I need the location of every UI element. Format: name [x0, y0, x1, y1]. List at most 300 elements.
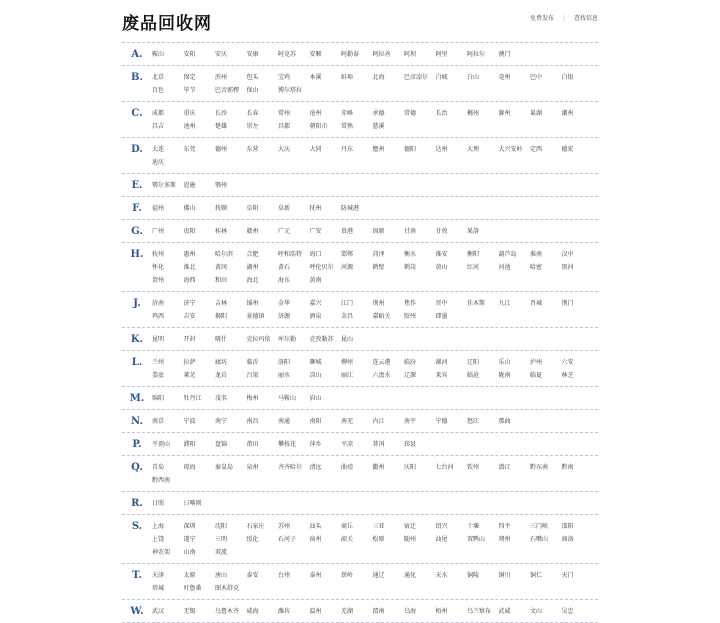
- city-link[interactable]: 牡丹江: [183, 395, 202, 402]
- city-link[interactable]: 昌都: [278, 123, 291, 130]
- city-link[interactable]: 巴音郭楞: [215, 87, 240, 94]
- city-link[interactable]: 平凉: [341, 441, 354, 448]
- city-link[interactable]: 佳木斯: [467, 300, 486, 307]
- city-link[interactable]: 防城港: [341, 205, 360, 212]
- city-link[interactable]: 重庆: [183, 110, 196, 117]
- city-link[interactable]: 青岛: [152, 464, 165, 471]
- city-link[interactable]: 甘南: [404, 228, 417, 235]
- city-link[interactable]: 晋中: [435, 300, 448, 307]
- city-link[interactable]: 广元: [278, 228, 291, 235]
- city-link[interactable]: 滨州: [215, 74, 228, 81]
- city-link[interactable]: 白山: [467, 74, 480, 81]
- city-link[interactable]: 哈密: [530, 264, 543, 271]
- city-link[interactable]: 怒江: [467, 418, 480, 425]
- city-link[interactable]: 双流: [215, 549, 228, 556]
- city-link[interactable]: 巢湖: [530, 110, 543, 117]
- city-link[interactable]: 绍兴: [435, 523, 448, 530]
- city-link[interactable]: 宁波: [183, 418, 196, 425]
- city-link[interactable]: 慈溪: [372, 123, 385, 130]
- city-link[interactable]: 大理: [467, 146, 480, 153]
- city-link[interactable]: 鞍山: [152, 51, 165, 58]
- city-link[interactable]: 潍坊: [278, 608, 291, 615]
- city-link[interactable]: 汕头: [309, 523, 322, 530]
- city-link[interactable]: 通化: [404, 572, 417, 579]
- city-link[interactable]: 南充: [341, 418, 354, 425]
- city-link[interactable]: 天水: [435, 572, 448, 579]
- city-link[interactable]: 宝鸡: [278, 74, 291, 81]
- city-link[interactable]: 连云港: [372, 359, 391, 366]
- city-link[interactable]: 辽阳: [467, 359, 480, 366]
- city-link[interactable]: 百色: [152, 87, 165, 94]
- city-link[interactable]: 荆门: [561, 300, 574, 307]
- city-link[interactable]: 琼海: [183, 464, 196, 471]
- city-link[interactable]: 廊坊: [215, 359, 228, 366]
- city-link[interactable]: 南平: [404, 418, 417, 425]
- city-link[interactable]: 黄冈: [215, 264, 228, 271]
- city-link[interactable]: 汉中: [561, 251, 574, 258]
- city-link[interactable]: 铜陵: [467, 572, 480, 579]
- city-link[interactable]: 黔南: [561, 464, 574, 471]
- city-link[interactable]: 邳县: [404, 441, 417, 448]
- city-link[interactable]: 平顶山: [152, 441, 171, 448]
- city-link[interactable]: 马鞍山: [278, 395, 297, 402]
- city-link[interactable]: 衡阳: [467, 251, 480, 258]
- city-link[interactable]: 锦州: [246, 300, 259, 307]
- city-link[interactable]: 韶关: [341, 536, 354, 543]
- city-link[interactable]: 双鸭山: [467, 536, 486, 543]
- city-link[interactable]: 铜仁: [530, 572, 543, 579]
- city-link[interactable]: 贵港: [341, 228, 354, 235]
- city-link[interactable]: 阿拉尔: [467, 51, 486, 58]
- city-link[interactable]: 苏州: [278, 523, 291, 530]
- city-link[interactable]: 克拉玛依: [246, 336, 271, 343]
- city-link[interactable]: 济宁: [183, 300, 196, 307]
- city-link[interactable]: 清远: [309, 464, 322, 471]
- city-link[interactable]: 白城: [435, 74, 448, 81]
- city-link[interactable]: 石河子: [278, 536, 297, 543]
- city-link[interactable]: 神农架: [152, 549, 171, 556]
- city-link[interactable]: 绥化: [246, 536, 259, 543]
- city-link[interactable]: 克孜勒苏: [309, 336, 334, 343]
- city-link[interactable]: 大庆: [278, 146, 291, 153]
- city-link[interactable]: 铁岭: [341, 572, 354, 579]
- city-link[interactable]: 聊城: [309, 359, 322, 366]
- city-link[interactable]: 昆山: [341, 336, 354, 343]
- nav-separator: |: [562, 15, 565, 22]
- letter-group-row: [122, 220, 598, 243]
- city-link[interactable]: 即墨: [435, 313, 448, 320]
- city-link[interactable]: 宿州: [309, 536, 322, 543]
- city-link[interactable]: 沧州: [309, 110, 322, 117]
- city-link[interactable]: 陇南: [498, 372, 511, 379]
- search-info-link[interactable]: 查找信息: [573, 15, 598, 22]
- city-link[interactable]: 桂林: [215, 228, 228, 235]
- city-link[interactable]: 池州: [183, 123, 196, 130]
- city-link[interactable]: 山南: [183, 549, 196, 556]
- city-link[interactable]: 无锡: [183, 608, 196, 615]
- city-link[interactable]: 三明: [215, 536, 228, 543]
- city-link[interactable]: 安阳: [183, 51, 196, 58]
- city-link[interactable]: 吉林: [215, 300, 228, 307]
- city-link[interactable]: 商洛: [561, 536, 574, 543]
- city-link[interactable]: 图木舒克: [215, 585, 240, 592]
- city-link[interactable]: 汕尾: [435, 536, 448, 543]
- city-link[interactable]: 十堰: [467, 523, 480, 530]
- city-link[interactable]: 荆州: [372, 300, 385, 307]
- city-link[interactable]: 江门: [341, 300, 354, 307]
- city-link[interactable]: 黄石: [278, 264, 291, 271]
- city-link[interactable]: 恩施: [183, 182, 196, 189]
- city-link[interactable]: 莱芜: [183, 372, 196, 379]
- city-link[interactable]: 泰安: [246, 572, 259, 579]
- city-link[interactable]: 丽江: [341, 372, 354, 379]
- city-link[interactable]: 金华: [278, 300, 291, 307]
- city-link[interactable]: 辽源: [404, 372, 417, 379]
- city-link[interactable]: 阿勒泰: [341, 51, 360, 58]
- city-link[interactable]: 阜阳: [246, 205, 259, 212]
- city-link[interactable]: 丹东: [341, 146, 354, 153]
- city-link[interactable]: 南通: [278, 418, 291, 425]
- city-link[interactable]: 铜川: [498, 572, 511, 579]
- city-link[interactable]: 钦州: [467, 464, 480, 471]
- letter-group-row: [122, 66, 598, 102]
- city-link[interactable]: 常州: [278, 110, 291, 117]
- city-link[interactable]: 武威: [498, 608, 511, 615]
- city-link[interactable]: 杭州: [152, 251, 165, 258]
- city-link[interactable]: 贺州: [152, 277, 165, 284]
- city-link[interactable]: 成都: [152, 110, 165, 117]
- letter-group-row: [122, 600, 598, 623]
- city-link[interactable]: 邵阳: [561, 523, 574, 530]
- city-link[interactable]: 晋城: [530, 300, 543, 307]
- city-link[interactable]: 曲靖: [341, 464, 354, 471]
- city-link[interactable]: 柳州: [341, 359, 354, 366]
- city-link[interactable]: 淮南: [530, 251, 543, 258]
- city-link[interactable]: 甘孜: [435, 228, 448, 235]
- city-link[interactable]: 内江: [372, 418, 385, 425]
- city-link[interactable]: 松原: [372, 536, 385, 543]
- city-link[interactable]: 上饶: [152, 536, 165, 543]
- city-link[interactable]: 盘锦: [215, 441, 228, 448]
- city-link[interactable]: 武汉: [152, 608, 165, 615]
- city-link[interactable]: 漯河: [435, 359, 448, 366]
- city-link[interactable]: 林芝: [561, 372, 574, 379]
- city-link[interactable]: 三门峡: [530, 523, 549, 530]
- city-link[interactable]: 泰州: [309, 572, 322, 579]
- city-link[interactable]: 沈阳: [215, 523, 228, 530]
- city-link[interactable]: 大同: [309, 146, 322, 153]
- city-link[interactable]: 河池: [498, 264, 511, 271]
- city-link[interactable]: 衡水: [404, 251, 417, 258]
- city-link[interactable]: 太原: [183, 572, 196, 579]
- city-link[interactable]: 娄底: [152, 372, 165, 379]
- city-link[interactable]: 遂宁: [183, 536, 196, 543]
- city-link[interactable]: 随州: [404, 536, 417, 543]
- city-link[interactable]: 阜新: [278, 205, 291, 212]
- city-link[interactable]: 商丘: [341, 523, 354, 530]
- city-link[interactable]: 梧州: [435, 608, 448, 615]
- city-link[interactable]: 菏泽: [372, 251, 385, 258]
- city-link[interactable]: 天门: [561, 572, 574, 579]
- city-link[interactable]: 济源: [278, 313, 291, 320]
- city-link[interactable]: 朝阳市: [309, 123, 328, 130]
- city-link[interactable]: 湖州: [246, 264, 259, 271]
- city-link[interactable]: 秦皇岛: [215, 464, 234, 471]
- city-link[interactable]: 亳州: [498, 74, 511, 81]
- city-link[interactable]: 昌吉: [152, 123, 165, 130]
- city-link[interactable]: 宿迁: [404, 523, 417, 530]
- city-link[interactable]: 丽水: [278, 372, 291, 379]
- city-link[interactable]: 抚州: [309, 205, 322, 212]
- city-link[interactable]: 合肥: [246, 251, 259, 258]
- city-link[interactable]: 嘉兴: [309, 300, 322, 307]
- city-link[interactable]: 澳门: [498, 51, 511, 58]
- city-links: [152, 107, 598, 133]
- free-publish-link[interactable]: 免费发布: [529, 15, 554, 22]
- city-link[interactable]: 红河: [467, 264, 480, 271]
- city-link[interactable]: 常熟: [341, 123, 354, 130]
- group-letter: W.: [130, 606, 144, 617]
- city-link[interactable]: 本溪: [309, 74, 322, 81]
- city-link[interactable]: 宁德: [435, 418, 448, 425]
- city-link[interactable]: 六安: [561, 359, 574, 366]
- city-link[interactable]: 赣州: [246, 228, 259, 235]
- city-link[interactable]: 阿拉善: [372, 51, 391, 58]
- city-link[interactable]: 齐齐哈尔: [278, 464, 303, 471]
- city-link[interactable]: 北海: [372, 74, 385, 81]
- city-link[interactable]: 濮阳: [183, 441, 196, 448]
- city-link[interactable]: 德宏: [561, 146, 574, 153]
- city-link[interactable]: 景德镇: [246, 313, 265, 320]
- city-link[interactable]: 南阳: [309, 418, 322, 425]
- city-link[interactable]: 泸州: [530, 359, 543, 366]
- city-link[interactable]: 临夏: [530, 372, 543, 379]
- city-link[interactable]: 儋州: [372, 146, 385, 153]
- city-link[interactable]: 东莞: [183, 146, 196, 153]
- city-link[interactable]: 果洛: [467, 228, 480, 235]
- city-link[interactable]: 唐山: [215, 572, 228, 579]
- city-link[interactable]: 淮北: [183, 264, 196, 271]
- city-link[interactable]: 拉萨: [183, 359, 196, 366]
- city-link[interactable]: 南京: [152, 418, 165, 425]
- city-link[interactable]: 普洱: [372, 441, 385, 448]
- city-link[interactable]: 吴忠: [561, 608, 574, 615]
- city-link[interactable]: 济南: [152, 300, 165, 307]
- city-link[interactable]: 海西: [183, 277, 196, 284]
- city-link[interactable]: 吐鲁番: [183, 585, 202, 592]
- city-link[interactable]: 九江: [498, 300, 511, 307]
- city-link[interactable]: 保山: [246, 87, 259, 94]
- city-link[interactable]: 乌海: [404, 608, 417, 615]
- city-link[interactable]: 固原: [372, 228, 385, 235]
- city-link[interactable]: 哈尔滨: [215, 251, 234, 258]
- city-link[interactable]: 攀枝花: [278, 441, 297, 448]
- city-link[interactable]: 库尔勒: [278, 336, 297, 343]
- city-link[interactable]: 和田: [215, 277, 228, 284]
- city-link[interactable]: 七台河: [435, 464, 454, 471]
- city-link[interactable]: 嘉峪关: [372, 313, 391, 320]
- city-link[interactable]: 达州: [435, 146, 448, 153]
- city-link[interactable]: 胶州: [404, 313, 417, 320]
- city-link[interactable]: 吕梁: [246, 372, 259, 379]
- city-link[interactable]: 日照: [152, 500, 165, 507]
- city-link[interactable]: 大兴安岭: [498, 146, 523, 153]
- city-link[interactable]: 洛阳: [278, 359, 291, 366]
- top-nav: [530, 13, 598, 22]
- city-link[interactable]: 开封: [183, 336, 196, 343]
- city-link[interactable]: 阿坝: [404, 51, 417, 58]
- city-link[interactable]: 鸡西: [152, 313, 165, 320]
- city-link[interactable]: 塔城: [152, 585, 165, 592]
- city-link[interactable]: 惠州: [183, 251, 196, 258]
- city-link[interactable]: 昆明: [152, 336, 165, 343]
- city-link[interactable]: 莆田: [246, 441, 259, 448]
- city-link[interactable]: 龙岩: [215, 372, 228, 379]
- city-link[interactable]: 郴州: [467, 110, 480, 117]
- city-link[interactable]: 临沧: [467, 372, 480, 379]
- city-link[interactable]: 长治: [435, 110, 448, 117]
- city-link[interactable]: 佛山: [183, 205, 196, 212]
- city-link[interactable]: 巴中: [530, 74, 543, 81]
- city-link[interactable]: 阿克苏: [278, 51, 297, 58]
- city-link[interactable]: 迪庆: [152, 159, 165, 166]
- city-link[interactable]: 鹤壁: [372, 264, 385, 271]
- city-link[interactable]: 贵阳: [183, 228, 196, 235]
- city-link[interactable]: 梅州: [246, 395, 259, 402]
- city-link[interactable]: 巴彦淖尔: [404, 74, 429, 81]
- city-link[interactable]: 潜江: [498, 464, 511, 471]
- city-link[interactable]: 福州: [152, 205, 165, 212]
- city-link[interactable]: 大连: [152, 146, 165, 153]
- city-link[interactable]: 石嘴山: [530, 536, 549, 543]
- city-link[interactable]: 长春: [246, 110, 259, 117]
- city-link[interactable]: 安顺: [309, 51, 322, 58]
- city-link[interactable]: 石家庄: [246, 523, 265, 530]
- city-link[interactable]: 眉山: [309, 395, 322, 402]
- city-links: [152, 143, 598, 169]
- city-link[interactable]: 安康: [246, 51, 259, 58]
- city-link[interactable]: 邯郸: [341, 251, 354, 258]
- city-link[interactable]: 呼和浩特: [278, 251, 303, 258]
- city-link[interactable]: 焦作: [404, 300, 417, 307]
- city-link[interactable]: 朔州: [498, 536, 511, 543]
- city-link[interactable]: 潮州: [561, 110, 574, 117]
- letter-group-row: [122, 351, 598, 387]
- city-link[interactable]: 怀化: [152, 264, 165, 271]
- city-link[interactable]: 上海: [152, 523, 165, 530]
- city-link[interactable]: 渭南: [372, 608, 385, 615]
- city-link[interactable]: 东营: [246, 146, 259, 153]
- city-link[interactable]: 保定: [183, 74, 196, 81]
- city-link[interactable]: 呼伦贝尔: [309, 264, 334, 271]
- city-link[interactable]: 泉州: [246, 464, 259, 471]
- city-link[interactable]: 临沂: [246, 359, 259, 366]
- city-link[interactable]: 阿里: [435, 51, 448, 58]
- city-link[interactable]: 定西: [530, 146, 543, 153]
- city-link[interactable]: 黄山: [435, 264, 448, 271]
- city-link[interactable]: 通辽: [372, 572, 385, 579]
- city-link[interactable]: 日喀则: [183, 500, 202, 507]
- city-link[interactable]: 萍乡: [309, 441, 322, 448]
- city-link[interactable]: 金昌: [341, 313, 354, 320]
- city-link[interactable]: 揭阳: [215, 313, 228, 320]
- city-link[interactable]: 长沙: [215, 110, 228, 117]
- city-link[interactable]: 四平: [498, 523, 511, 530]
- city-link[interactable]: 衢州: [372, 464, 385, 471]
- city-link[interactable]: 博尔塔拉: [278, 87, 303, 94]
- site-logo[interactable]: 废品回收网: [122, 14, 212, 34]
- city-link[interactable]: 德州: [215, 146, 228, 153]
- city-link[interactable]: 常德: [404, 110, 417, 117]
- city-link[interactable]: 黄南: [309, 277, 322, 284]
- city-link[interactable]: 滁州: [498, 110, 511, 117]
- city-link[interactable]: 承德: [372, 110, 385, 117]
- city-link[interactable]: 吉安: [183, 313, 196, 320]
- city-link[interactable]: 鹤岗: [404, 264, 417, 271]
- city-link[interactable]: 抚顺: [215, 205, 228, 212]
- city-link[interactable]: 赤峰: [341, 110, 354, 117]
- city-link[interactable]: 鄂州: [215, 182, 228, 189]
- city-link[interactable]: 绵阳: [152, 395, 165, 402]
- city-link[interactable]: 鄂尔多斯: [152, 182, 177, 189]
- city-link[interactable]: 广安: [309, 228, 322, 235]
- city-link[interactable]: 六盘水: [372, 372, 391, 379]
- city-link[interactable]: 安庆: [215, 51, 228, 58]
- city-link[interactable]: 德阳: [404, 146, 417, 153]
- city-link[interactable]: 楚雄: [215, 123, 228, 130]
- city-link[interactable]: 喀什: [215, 336, 228, 343]
- city-link[interactable]: 海东: [278, 277, 291, 284]
- city-link[interactable]: 南宁: [215, 418, 228, 425]
- city-link[interactable]: 乐山: [498, 359, 511, 366]
- city-link[interactable]: 广州: [152, 228, 165, 235]
- city-link[interactable]: 包头: [246, 74, 259, 81]
- city-link[interactable]: 文山: [530, 608, 543, 615]
- city-link[interactable]: 河源: [341, 264, 354, 271]
- city-link[interactable]: 庆阳: [404, 464, 417, 471]
- city-link[interactable]: 台州: [278, 572, 291, 579]
- city-link[interactable]: 毕节: [183, 87, 196, 94]
- city-link[interactable]: 海口: [309, 251, 322, 258]
- city-link[interactable]: 芜湖: [341, 608, 354, 615]
- city-link[interactable]: 白银: [561, 74, 574, 81]
- city-link[interactable]: 临汾: [404, 359, 417, 366]
- city-link[interactable]: 南昌: [246, 418, 259, 425]
- city-link[interactable]: 北京: [152, 74, 165, 81]
- city-link[interactable]: 凉山: [309, 372, 322, 379]
- city-link[interactable]: 海北: [246, 277, 259, 284]
- city-link[interactable]: 三亚: [372, 523, 385, 530]
- city-link[interactable]: 来宾: [435, 372, 448, 379]
- city-link[interactable]: 崇左: [246, 123, 259, 130]
- city-link[interactable]: 温州: [309, 608, 322, 615]
- city-link[interactable]: 黑河: [561, 264, 574, 271]
- city-link[interactable]: 淮安: [435, 251, 448, 258]
- city-link[interactable]: 天津: [152, 572, 165, 579]
- city-link[interactable]: 黔东南: [530, 464, 549, 471]
- city-link[interactable]: 蚌埠: [341, 74, 354, 81]
- city-link[interactable]: 乌兰察布: [467, 608, 492, 615]
- city-link[interactable]: 那曲: [498, 418, 511, 425]
- city-link[interactable]: 酒泉: [309, 313, 322, 320]
- city-link[interactable]: 黔西南: [152, 477, 171, 484]
- city-link[interactable]: 兰州: [152, 359, 165, 366]
- city-link[interactable]: 乌鲁木齐: [215, 608, 240, 615]
- city-link[interactable]: 茂名: [215, 395, 228, 402]
- city-link[interactable]: 葫芦岛: [498, 251, 517, 258]
- city-link[interactable]: 深圳: [183, 523, 196, 530]
- city-link[interactable]: 威海: [246, 608, 259, 615]
